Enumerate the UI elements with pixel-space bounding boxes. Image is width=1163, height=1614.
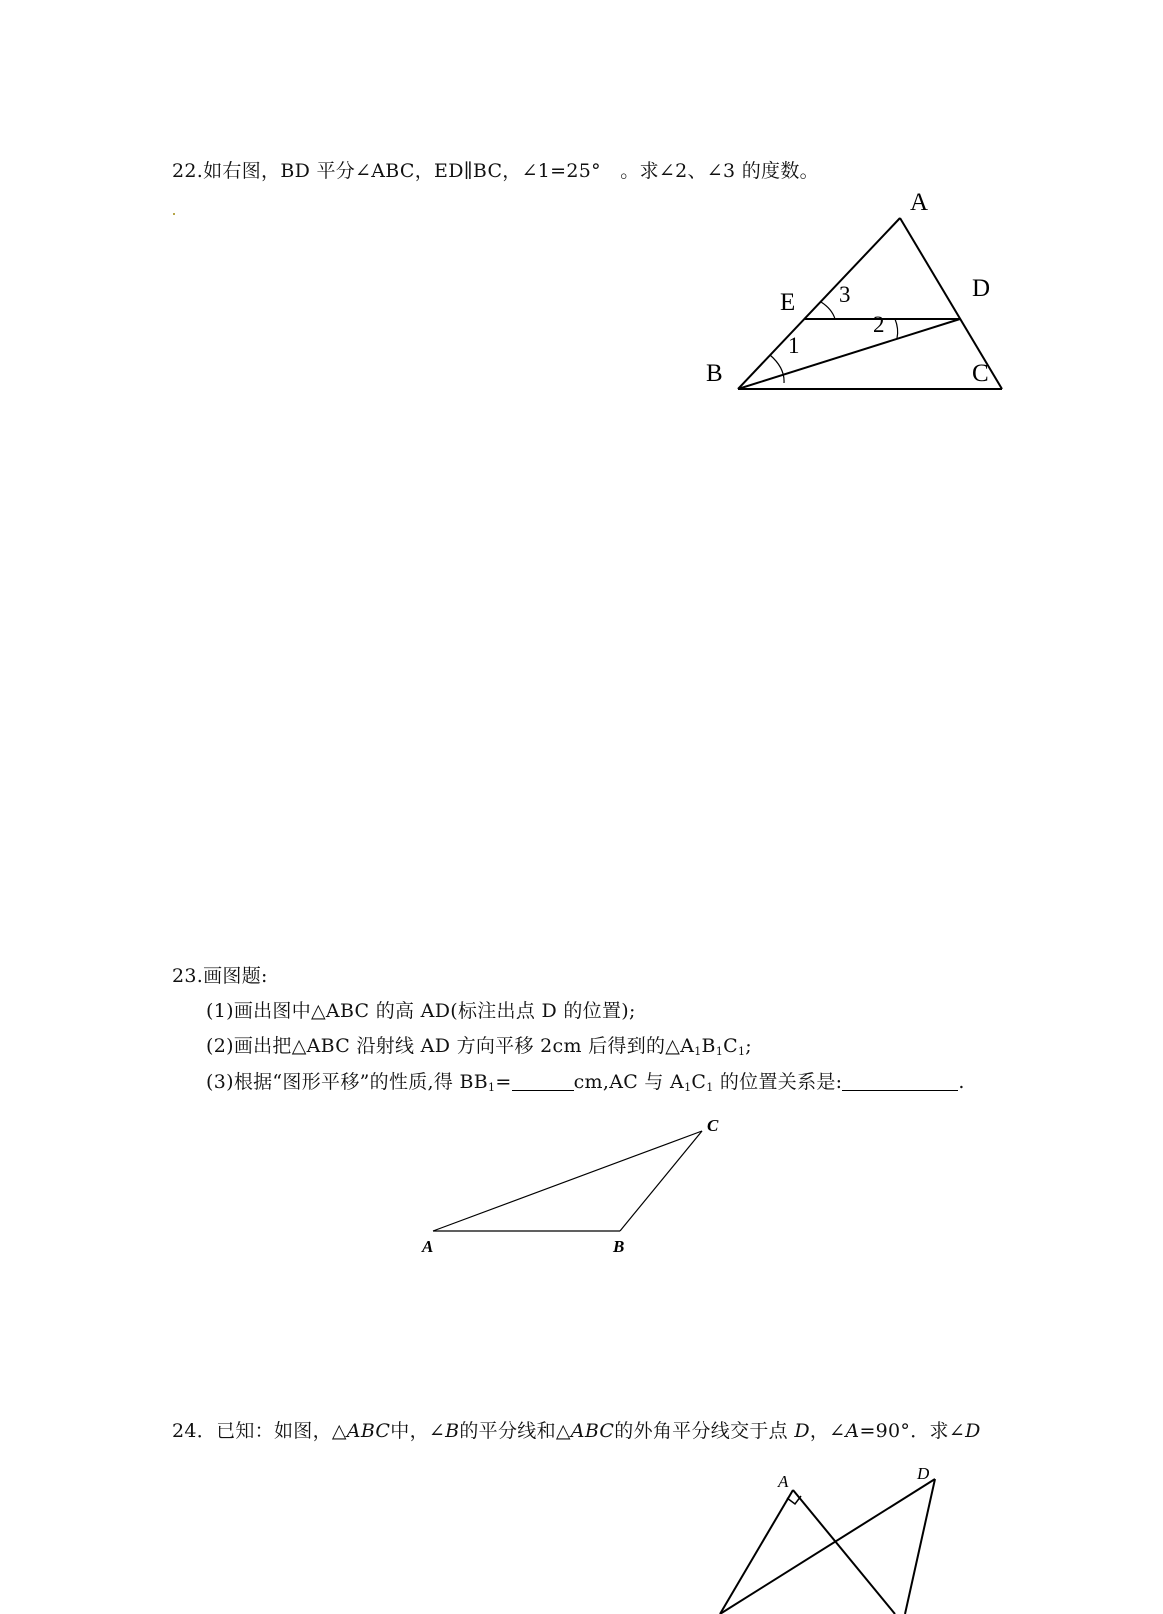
angle-3-arc <box>821 302 835 319</box>
angle-1-label: 1 <box>788 333 800 358</box>
point-c-label: C <box>972 360 989 387</box>
answer-blank-relation[interactable] <box>842 1072 958 1091</box>
question-24-text: 24．已知：如图，△ABC中，∠B的平分线和△ABC的外角平分线交于点 D，∠A=90°．求∠D <box>172 1420 981 1442</box>
point-d-label: D <box>917 1464 930 1483</box>
answer-blank-bb1[interactable] <box>512 1072 574 1091</box>
side-ba <box>720 1490 793 1614</box>
point-d-label: D <box>972 275 991 302</box>
q22-triangle-figure <box>690 185 1020 400</box>
point-c-label: C <box>707 1116 719 1135</box>
question-22-text: 22.如右图，BD 平分∠ABC，ED∥BC，∠1=25° 。求∠2、∠3 的度数。 <box>172 160 819 182</box>
point-e-label: E <box>780 289 796 316</box>
segment-bd <box>720 1479 935 1614</box>
point-a-label: A <box>422 1237 434 1256</box>
angle-2-arc <box>895 319 898 338</box>
stray-dot <box>173 213 175 215</box>
point-a-label: A <box>778 1472 789 1491</box>
question-23-item-3: (3)根据“图形平移”的性质,得 $BB_1= cm,AC$ 与 $A_1C_1$ 的位置关系是: . <box>206 1071 965 1094</box>
q24-figure <box>700 1460 960 1614</box>
point-b-label: B <box>613 1237 625 1256</box>
angle-2-label: 2 <box>873 312 885 337</box>
question-23-title: 23.画图题: <box>172 965 268 987</box>
side-ac <box>793 1490 895 1614</box>
angle-3-label: 3 <box>839 282 851 307</box>
point-a-label: A <box>910 189 929 216</box>
segment-dc <box>905 1479 935 1614</box>
q23-triangle-figure <box>415 1110 735 1260</box>
question-23-item-1: (1)画出图中△ABC 的高 AD(标注出点 D 的位置); <box>206 1000 636 1022</box>
question-23-item-2: (2)画出把△ABC 沿射线 AD 方向平移 2cm 后得到的$\triangle A_1B_1C_1$; <box>206 1035 752 1058</box>
point-b-label: B <box>706 360 723 387</box>
